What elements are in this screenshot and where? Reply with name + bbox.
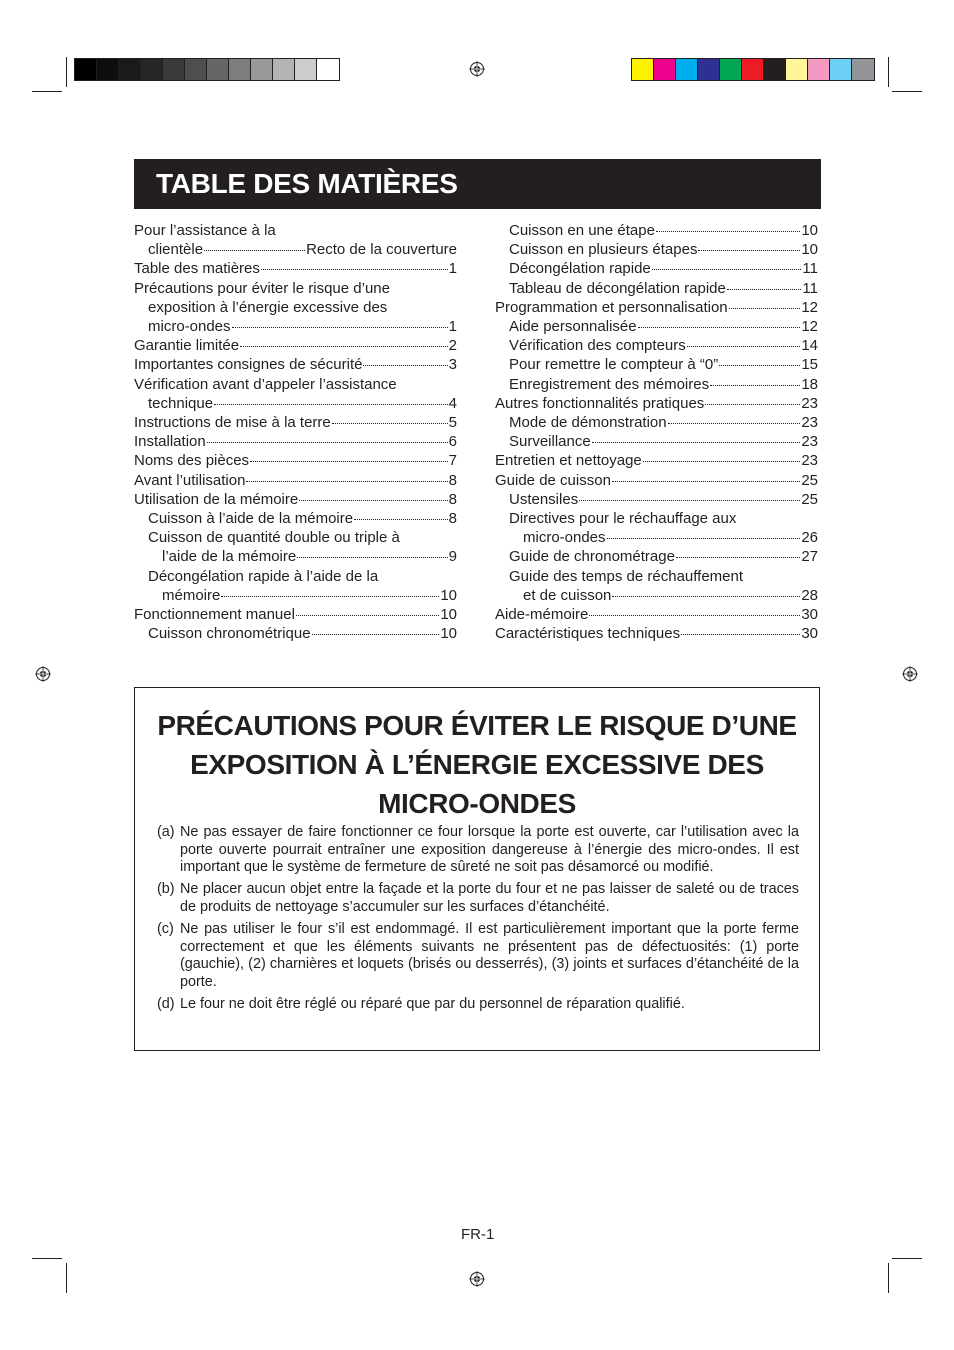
toc-entry-title: et de cuisson	[523, 586, 612, 604]
toc-entry[interactable]	[134, 432, 457, 451]
toc-entry-title-line: Vérification avant d’appeler l’assistance	[134, 375, 397, 393]
toc-entry[interactable]	[134, 355, 457, 374]
toc-entry-title: Entretien et nettoyage	[495, 452, 642, 470]
toc-page-number: 5	[448, 414, 457, 432]
toc-page-number: 11	[802, 279, 818, 297]
color-swatch	[317, 59, 339, 80]
toc-leader-dots	[589, 615, 800, 616]
toc-entry[interactable]	[495, 547, 818, 566]
toc-entry-title: Enregistrement des mémoires	[509, 375, 710, 393]
toc-entry-title: Instructions de mise à la terre	[134, 414, 331, 432]
toc-entry[interactable]	[495, 336, 818, 355]
toc-page-number: 10	[440, 625, 457, 643]
color-swatch	[141, 59, 163, 80]
toc-entry[interactable]	[134, 279, 457, 337]
toc-entry[interactable]	[134, 605, 457, 624]
process-color-bar	[631, 58, 875, 81]
toc-entry-title: micro-ondes	[523, 529, 606, 547]
toc-leader-dots	[710, 385, 800, 386]
toc-leader-dots	[607, 538, 801, 539]
toc-entry[interactable]	[134, 221, 457, 259]
toc-entry-title-line: Décongélation rapide à l’aide de la	[148, 567, 379, 585]
toc-leader-dots	[312, 634, 440, 635]
toc-leader-dots	[250, 461, 448, 462]
toc-page-number: 8	[448, 471, 457, 489]
toc-page-number: 14	[801, 337, 818, 355]
crop-mark-br-v	[888, 1263, 889, 1293]
toc-page-number: 10	[440, 606, 457, 624]
toc-entry-title-line: Précautions pour éviter le risque d’une	[134, 279, 390, 297]
toc-page-number: 25	[801, 490, 818, 508]
toc-entry-title: Autres fonctionnalités pratiques	[495, 394, 705, 412]
toc-page-number: 12	[801, 298, 818, 316]
toc-entry[interactable]	[495, 490, 818, 509]
color-swatch	[185, 59, 207, 80]
toc-leader-dots	[204, 250, 305, 251]
color-swatch	[654, 59, 676, 80]
toc-entry-title: Programmation et personnalisation	[495, 298, 728, 316]
toc-page-number: 9	[448, 548, 457, 566]
toc-page-number: 11	[802, 260, 818, 278]
toc-entry[interactable]	[134, 259, 457, 278]
toc-entry[interactable]	[495, 240, 818, 259]
toc-entry-title: Guide de chronométrage	[509, 548, 675, 566]
toc-page-number: 2	[448, 337, 457, 355]
color-swatch	[75, 59, 97, 80]
toc-entry-title: Cuisson chronométrique	[148, 625, 311, 643]
toc-leader-dots	[727, 289, 802, 290]
toc-leader-dots	[592, 442, 801, 443]
toc-entry[interactable]	[495, 413, 818, 432]
toc-entry[interactable]	[134, 509, 457, 528]
color-swatch	[251, 59, 273, 80]
precautions-title-line: PRÉCAUTIONS POUR ÉVITER LE RISQUE D’UNE	[157, 710, 797, 741]
crop-mark-tl-h	[32, 91, 62, 92]
toc-entry-title: Guide de cuisson	[495, 471, 611, 489]
color-swatch	[808, 59, 830, 80]
toc-page-number: 15	[801, 356, 818, 374]
toc-leader-dots	[354, 519, 448, 520]
toc-entry-title: Noms des pièces	[134, 452, 250, 470]
toc-entry[interactable]	[134, 471, 457, 490]
toc-page-number: 18	[801, 375, 818, 393]
color-swatch	[119, 59, 141, 80]
toc-page-number: 3	[448, 356, 457, 374]
toc-page-number: 12	[801, 318, 818, 336]
toc-entry[interactable]	[134, 375, 457, 413]
toc-page-number: 25	[801, 471, 818, 489]
toc-entry-title: Cuisson à l’aide de la mémoire	[148, 510, 354, 528]
toc-entry-title: Surveillance	[509, 433, 591, 451]
precaution-text: Ne placer aucun objet entre la façade et la porte du four et ne pas laisser de saleté ou de traces de produits de nettoyage s’accumuler sur les surfaces d’étanchéité.	[180, 881, 799, 915]
toc-page-number: 1	[448, 260, 457, 278]
toc-leader-dots	[705, 404, 800, 405]
toc-entry[interactable]	[495, 605, 818, 624]
toc-entry-title: Vérification des compteurs	[509, 337, 686, 355]
toc-page-number: 27	[801, 548, 818, 566]
toc-leader-dots	[221, 596, 439, 597]
toc-leader-dots	[643, 461, 801, 462]
color-swatch	[742, 59, 764, 80]
precaution-label: (c)	[157, 920, 174, 937]
toc-page-number: 8	[448, 510, 457, 528]
toc-entry[interactable]	[134, 528, 457, 566]
microwave-precautions-box	[134, 687, 820, 1051]
toc-leader-dots	[668, 423, 801, 424]
toc-page-number: 10	[801, 241, 818, 259]
toc-leader-dots	[638, 327, 801, 328]
toc-entry-title: Cuisson en plusieurs étapes	[509, 241, 698, 259]
toc-entry-title: Aide personnalisée	[509, 318, 637, 336]
toc-leader-dots	[207, 442, 448, 443]
toc-page-number: 23	[801, 394, 818, 412]
toc-page-number: 10	[440, 586, 457, 604]
toc-entry[interactable]	[495, 355, 818, 374]
toc-leader-dots	[299, 500, 447, 501]
toc-page-number: 30	[801, 606, 818, 624]
toc-leader-dots	[719, 365, 800, 366]
toc-page-number: 1	[448, 318, 457, 336]
toc-leader-dots	[612, 596, 800, 597]
toc-page-number: 6	[448, 433, 457, 451]
toc-entry-title-line: Cuisson de quantité double ou triple à	[148, 529, 400, 547]
toc-entry-title: Cuisson en une étape	[509, 222, 655, 239]
toc-entry[interactable]	[495, 298, 818, 317]
toc-entry[interactable]	[134, 624, 457, 643]
toc-entry-title-line: Guide des temps de réchauffement	[509, 567, 744, 585]
toc-entry-title: Importantes consignes de sécurité	[134, 356, 363, 374]
color-swatch	[764, 59, 786, 80]
toc-leader-dots	[698, 250, 800, 251]
toc-page-number: 8	[448, 490, 457, 508]
toc-entry-title: Table des matières	[134, 260, 260, 278]
crop-mark-tr-h	[892, 91, 922, 92]
toc-leader-dots	[681, 634, 800, 635]
precaution-item	[157, 824, 799, 877]
crop-mark-bl-v	[66, 1263, 67, 1293]
toc-entry[interactable]	[495, 221, 818, 240]
toc-entry[interactable]	[134, 336, 457, 355]
toc-right-column	[495, 221, 818, 643]
toc-leader-dots	[246, 481, 447, 482]
toc-entry-title-line: Directives pour le réchauffage aux	[509, 510, 737, 528]
precaution-text: Ne pas essayer de faire fonctionner ce four lorsque la porte est ouverte, car l’utilisation avec la porte ouverte pourrait entraîner une exposition dangereuse à l’énergie des micro-ondes. Il est important que le système de fermeture de sûreté ne soit pas désamorcé ou modifié.	[180, 824, 799, 876]
color-swatch	[632, 59, 654, 80]
toc-left-column	[134, 221, 457, 643]
color-swatch	[163, 59, 185, 80]
color-swatch	[229, 59, 251, 80]
toc-entry[interactable]	[495, 259, 818, 278]
toc-entry[interactable]	[495, 432, 818, 451]
toc-page-number: 7	[448, 452, 457, 470]
precaution-text: Le four ne doit être réglé ou réparé que par du personnel de réparation qualifié.	[180, 995, 685, 1012]
toc-entry-title: Garantie limitée	[134, 337, 240, 355]
toc-page-number: Recto de la couverture	[306, 241, 457, 259]
toc-leader-dots	[363, 365, 447, 366]
toc-leader-dots	[729, 308, 801, 309]
toc-page-number: 26	[801, 529, 818, 547]
precaution-label: (d)	[157, 995, 175, 1012]
toc-entry[interactable]	[134, 413, 457, 432]
toc-page-number: 23	[801, 452, 818, 470]
registration-mark-icon	[902, 666, 918, 682]
toc-entry-title-line: Pour l’assistance à la	[134, 222, 276, 239]
precautions-title-line: MICRO-ONDES	[378, 788, 576, 819]
toc-entry-title: Aide-mémoire	[495, 606, 589, 624]
grayscale-color-bar	[74, 58, 340, 81]
toc-entry[interactable]	[495, 471, 818, 490]
toc-leader-dots	[332, 423, 448, 424]
toc-entry-title: Avant l’utilisation	[134, 471, 246, 489]
toc-entry-title: Tableau de décongélation rapide	[509, 279, 726, 297]
toc-entry-title: l’aide de la mémoire	[162, 548, 297, 566]
toc-entry-title: Décongélation rapide	[509, 260, 651, 278]
toc-leader-dots	[652, 269, 802, 270]
color-swatch	[852, 59, 874, 80]
toc-entry-title: clientèle	[148, 241, 204, 259]
toc-leader-dots	[214, 404, 448, 405]
crop-mark-tl-v	[66, 57, 67, 87]
toc-entry[interactable]	[134, 451, 457, 470]
color-swatch	[786, 59, 808, 80]
toc-entry[interactable]	[134, 490, 457, 509]
toc-leader-dots	[296, 615, 439, 616]
toc-leader-dots	[579, 500, 800, 501]
precaution-label: (a)	[157, 824, 175, 840]
precaution-item	[157, 881, 799, 916]
toc-entry[interactable]	[495, 509, 818, 547]
toc-entry[interactable]	[495, 451, 818, 470]
color-swatch	[295, 59, 317, 80]
toc-page-number: 23	[801, 433, 818, 451]
toc-page-number: 4	[448, 394, 457, 412]
toc-leader-dots	[612, 481, 800, 482]
toc-entry[interactable]	[495, 394, 818, 413]
page-number: FR-1	[461, 1226, 495, 1243]
toc-page-number: 28	[801, 586, 818, 604]
toc-page-number: 30	[801, 625, 818, 643]
precaution-label: (b)	[157, 881, 175, 898]
toc-entry[interactable]	[134, 567, 457, 605]
color-swatch	[273, 59, 295, 80]
registration-mark-icon	[469, 1271, 485, 1287]
toc-title: TABLE DES MATIÈRES	[134, 159, 821, 209]
toc-entry[interactable]	[495, 279, 818, 298]
precaution-item	[157, 996, 799, 1014]
registration-mark-icon	[35, 666, 51, 682]
crop-mark-br-h	[892, 1258, 922, 1259]
registration-mark-icon	[469, 61, 485, 77]
precaution-item	[157, 921, 799, 991]
color-swatch	[97, 59, 119, 80]
toc-leader-dots	[240, 346, 448, 347]
toc-entry[interactable]	[495, 567, 818, 605]
toc-entry[interactable]	[495, 624, 818, 643]
toc-entry-title: Fonctionnement manuel	[134, 606, 295, 624]
toc-leader-dots	[232, 327, 448, 328]
toc-page-number: 10	[801, 222, 818, 239]
color-swatch	[676, 59, 698, 80]
color-swatch	[720, 59, 742, 80]
toc-entry-title-line: exposition à l’énergie excessive des	[148, 298, 388, 316]
color-swatch	[830, 59, 852, 80]
precautions-list	[157, 824, 799, 1018]
toc-entry-title: Mode de démonstration	[509, 414, 667, 432]
toc-leader-dots	[297, 557, 447, 558]
crop-mark-bl-h	[32, 1258, 62, 1259]
toc-leader-dots	[656, 231, 800, 232]
toc-page-number: 23	[801, 414, 818, 432]
toc-entry-title: micro-ondes	[148, 318, 231, 336]
precaution-text: Ne pas utiliser le four s’il est endommagé. Il est particulièrement important que la porte ferme correctement et que les éléments suivants ne présentent pas de défectuosités: (1) porte (gauchie), (2) charnières et loquets (brisés ou desserrés), (3) joints et surfaces d’étanchéité de la porte.	[180, 920, 799, 990]
toc-entry-title: Ustensiles	[509, 490, 579, 508]
color-swatch	[207, 59, 229, 80]
toc-entry[interactable]	[495, 317, 818, 336]
color-swatch	[698, 59, 720, 80]
toc-entry-title: Installation	[134, 433, 206, 451]
toc-entry-title: mémoire	[162, 586, 221, 604]
precautions-title	[135, 706, 819, 823]
toc-entry-title: Pour remettre le compteur à “0”	[509, 356, 719, 374]
toc-leader-dots	[676, 557, 800, 558]
toc-leader-dots	[261, 269, 448, 270]
toc-leader-dots	[687, 346, 801, 347]
toc-entry[interactable]	[495, 375, 818, 394]
precautions-title-line: EXPOSITION À L’ÉNERGIE EXCESSIVE DES	[190, 749, 764, 780]
toc-entry-title: Utilisation de la mémoire	[134, 490, 299, 508]
toc-entry-title: technique	[148, 394, 214, 412]
crop-mark-tr-v	[888, 57, 889, 87]
toc-entry-title: Caractéristiques techniques	[495, 625, 681, 643]
